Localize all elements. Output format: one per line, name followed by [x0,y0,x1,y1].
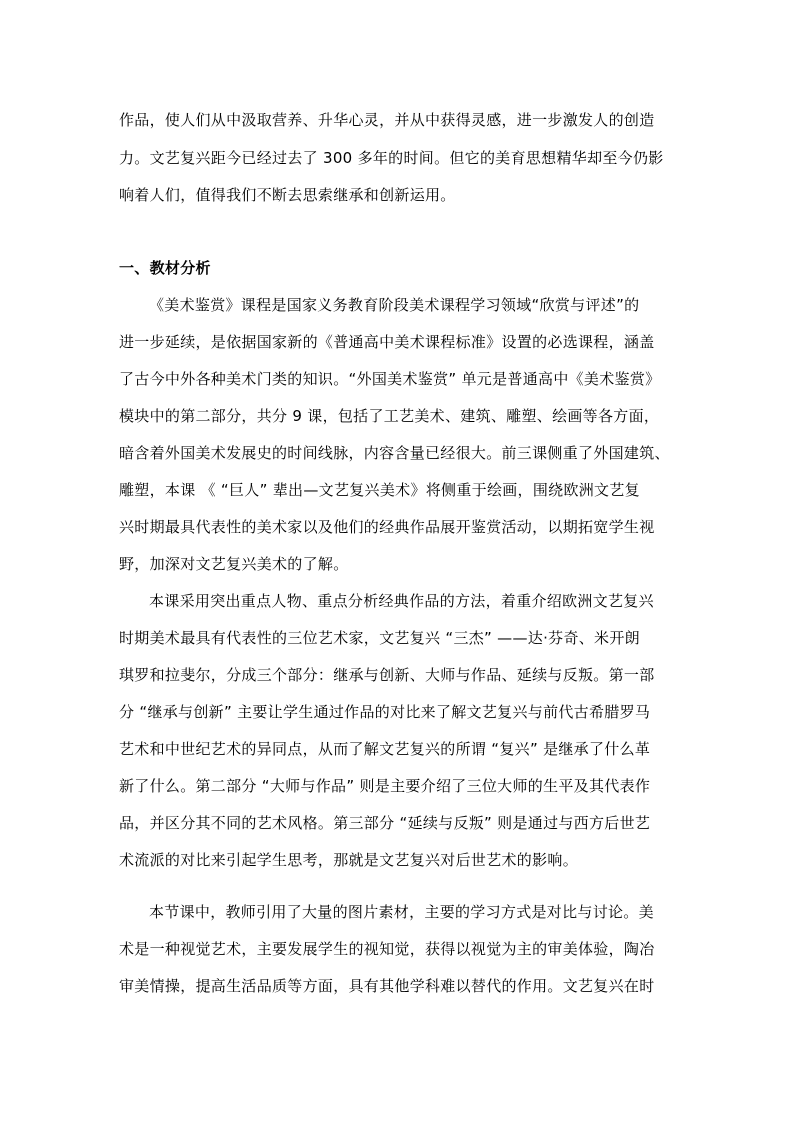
paragraph-line: 审美情操，提高生活品质等方面，具有其他学科难以替代的作用。文艺复兴在时 [119,977,655,995]
paragraph-line: 本节课中，教师引用了大量的图片素材，主要的学习方式是对比与讨论。美 [149,903,654,921]
paragraph-line: 本课采用突出重点人物、重点分析经典作品的方法，着重介绍欧洲文艺复兴 [149,592,654,610]
paragraph-line: 兴时期最具代表性的美术家以及他们的经典作品展开鉴赏活动，以期拓宽学生视 [119,518,655,536]
intro-line: 力。文艺复兴距今已经过去了 300 多年的时间。但它的美育思想精华却至今仍影 [119,149,664,167]
paragraph-line: 术是一种视觉艺术，主要发展学生的视知觉，获得以视觉为主的审美体验，陶冶 [119,940,655,958]
paragraph-line: 野，加深对文艺复兴美术的了解。 [119,555,349,573]
paragraph-line: 雕塑，本课 《 “巨人” 辈出—文艺复兴美术》将侧重于绘画，围绕欧洲文艺复 [119,481,640,499]
paragraph-line: 暗含着外国美术发展史的时间线脉，内容含量已经很大。前三课侧重了外国建筑、 [119,444,670,462]
paragraph-line: 艺术和中世纪艺术的异同点，从而了解文艺复兴的所谓 “复兴” 是继承了什么革 [119,740,651,758]
intro-line: 作品，使人们从中汲取营养、升华心灵，并从中获得灵感，进一步激发人的创造 [119,111,655,129]
paragraph-line: 品，并区分其不同的艺术风格。第三部分 “延续与反叛” 则是通过与西方后世艺 [119,814,651,832]
paragraph-line: 模块中的第二部分，共分 9 课，包括了工艺美术、建筑、雕塑、绘画等各方面， [119,407,660,425]
paragraph-line: 分 “继承与创新” 主要让学生通过作品的对比来了解文艺复兴与前代古希腊罗马 [119,703,651,721]
paragraph-line: 《美术鉴赏》课程是国家义务教育阶段美术课程学习领域“欣赏与评述”的 [149,296,640,314]
section-heading: 一、教材分析 [119,259,211,277]
paragraph-line: 时期美术最具有代表性的三位艺术家，文艺复兴 “三杰” ——达·芬奇、米开朗 [119,629,640,647]
paragraph-line: 进一步延续，是依据国家新的《普通高中美术课程标准》设置的必选课程，涵盖 [119,333,655,351]
paragraph-line: 琪罗和拉斐尔，分成三个部分：继承与创新、大师与作品、延续与反叛。第一部 [119,666,655,684]
intro-line: 响着人们，值得我们不断去思索继承和创新运用。 [119,186,456,204]
paragraph-line: 术流派的对比来引起学生思考，那就是文艺复兴对后世艺术的影响。 [119,851,579,869]
paragraph-line: 了古今中外各种美术门类的知识。“外国美术鉴赏” 单元是普通高中《美术鉴赏》 [119,370,661,388]
paragraph-line: 新了什么。第二部分 “大师与作品” 则是主要介绍了三位大师的生平及其代表作 [119,777,651,795]
